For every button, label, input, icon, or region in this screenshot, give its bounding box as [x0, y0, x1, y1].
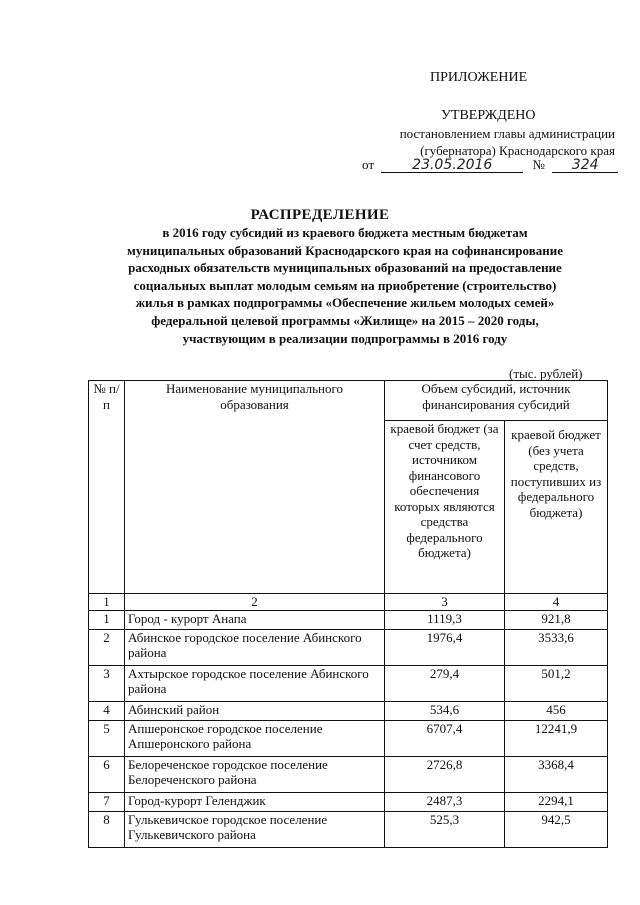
units-label: (тыс. рублей): [509, 366, 583, 381]
subtitle-line: жилья в рамках подпрограммы «Обеспечение жильем молодых семей»: [135, 295, 555, 311]
table-row: [89, 665, 608, 701]
table-row: [89, 720, 608, 756]
appendix-label: ПРИЛОЖЕНИЕ: [430, 70, 528, 85]
regional-federal-value: 279,4: [385, 665, 505, 701]
table-row: [89, 792, 608, 811]
regional-federal-value: 534,6: [385, 701, 505, 720]
municipality-name: Абинское городское поселение Абинского района: [125, 629, 385, 665]
header-cell-volume: Объем субсидий, источник финансирования субсидий: [385, 381, 608, 421]
approved-label: УТВЕРЖДЕНО: [441, 108, 536, 123]
header-cell-regional-federal: краевой бюджет (за счет средств, источником финансового обеспечения которых являются средства федерального бюджета): [385, 421, 505, 594]
regional-federal-value: 525,3: [385, 811, 505, 847]
distribution-table: [88, 380, 608, 848]
table-row: [89, 610, 608, 629]
regional-own-value: 501,2: [505, 665, 608, 701]
subtitle-line: участвующим в реализации подпрограммы в 2016 году: [182, 330, 508, 346]
subtitle-line: расходных обязательств муниципальных образований на предоставление: [128, 260, 562, 276]
municipality-name: Абинский район: [125, 701, 385, 720]
municipality-name: Город-курорт Геленджик: [125, 792, 385, 811]
municipality-name: Гулькевичское городское поселение Гулькевичского района: [125, 811, 385, 847]
municipality-name: Ахтырское городское поселение Абинского района: [125, 665, 385, 701]
decree-line: постановлением главы администрации: [399, 126, 615, 141]
index-cell: 1: [89, 594, 125, 611]
row-number: 6: [89, 756, 125, 792]
row-number: 5: [89, 720, 125, 756]
regional-own-value: 12241,9: [505, 720, 608, 756]
header-cell-number: № п/п: [89, 381, 125, 594]
row-number: 4: [89, 701, 125, 720]
regional-federal-value: 1119,3: [385, 610, 505, 629]
header-cell-name: Наименование муниципального образования: [125, 381, 385, 594]
decree-number-handwritten: 324: [552, 158, 618, 173]
regional-own-value: 921,8: [505, 610, 608, 629]
regional-own-value: 456: [505, 701, 608, 720]
row-number: 2: [89, 629, 125, 665]
municipality-name: Апшеронское городское поселение Апшеронского района: [125, 720, 385, 756]
date-prefix: от: [362, 157, 375, 172]
municipality-name: Белореченское городское поселение Белореченского района: [125, 756, 385, 792]
row-number: 1: [89, 610, 125, 629]
regional-federal-value: 6707,4: [385, 720, 505, 756]
header-cell-regional-own: краевой бюджет (без учета средств, поступивших из федерального бюджета): [505, 421, 608, 594]
subtitle-line: социальных выплат молодым семьям на приобретение (строительство): [133, 277, 557, 293]
table-row: [89, 701, 608, 720]
table-row: [89, 756, 608, 792]
decree-date-number: [362, 157, 618, 173]
decree-date-handwritten: 23.05.2016: [381, 158, 523, 173]
document-subtitle: [80, 224, 610, 347]
index-cell: 2: [125, 594, 385, 611]
regional-federal-value: 2487,3: [385, 792, 505, 811]
table-row: [89, 811, 608, 847]
row-number: 7: [89, 792, 125, 811]
subtitle-line: в 2016 году субсидий из краевого бюджета местным бюджетам: [162, 225, 528, 240]
decree-reference: [360, 125, 615, 159]
number-prefix: №: [532, 157, 545, 172]
table-row: [89, 629, 608, 665]
municipality-name: Город - курорт Анапа: [125, 610, 385, 629]
row-number: 3: [89, 665, 125, 701]
regional-federal-value: 2726,8: [385, 756, 505, 792]
regional-federal-value: 1976,4: [385, 629, 505, 665]
row-number: 8: [89, 811, 125, 847]
index-cell: 3: [385, 594, 505, 611]
index-cell: 4: [505, 594, 608, 611]
regional-own-value: 3533,6: [505, 629, 608, 665]
subtitle-line: муниципальных образований Краснодарского края на софинансирование: [127, 242, 563, 258]
subtitle-line: федеральной целевой программы «Жилище» на 2015 – 2020 годы,: [151, 312, 539, 328]
decree-line: (губернатора) Краснодарского края: [420, 143, 615, 158]
document-title: РАСПРЕДЕЛЕНИЕ: [250, 207, 390, 223]
regional-own-value: 3368,4: [505, 756, 608, 792]
regional-own-value: 2294,1: [505, 792, 608, 811]
column-index-row: [89, 594, 608, 611]
table-header-row: [89, 381, 608, 421]
regional-own-value: 942,5: [505, 811, 608, 847]
